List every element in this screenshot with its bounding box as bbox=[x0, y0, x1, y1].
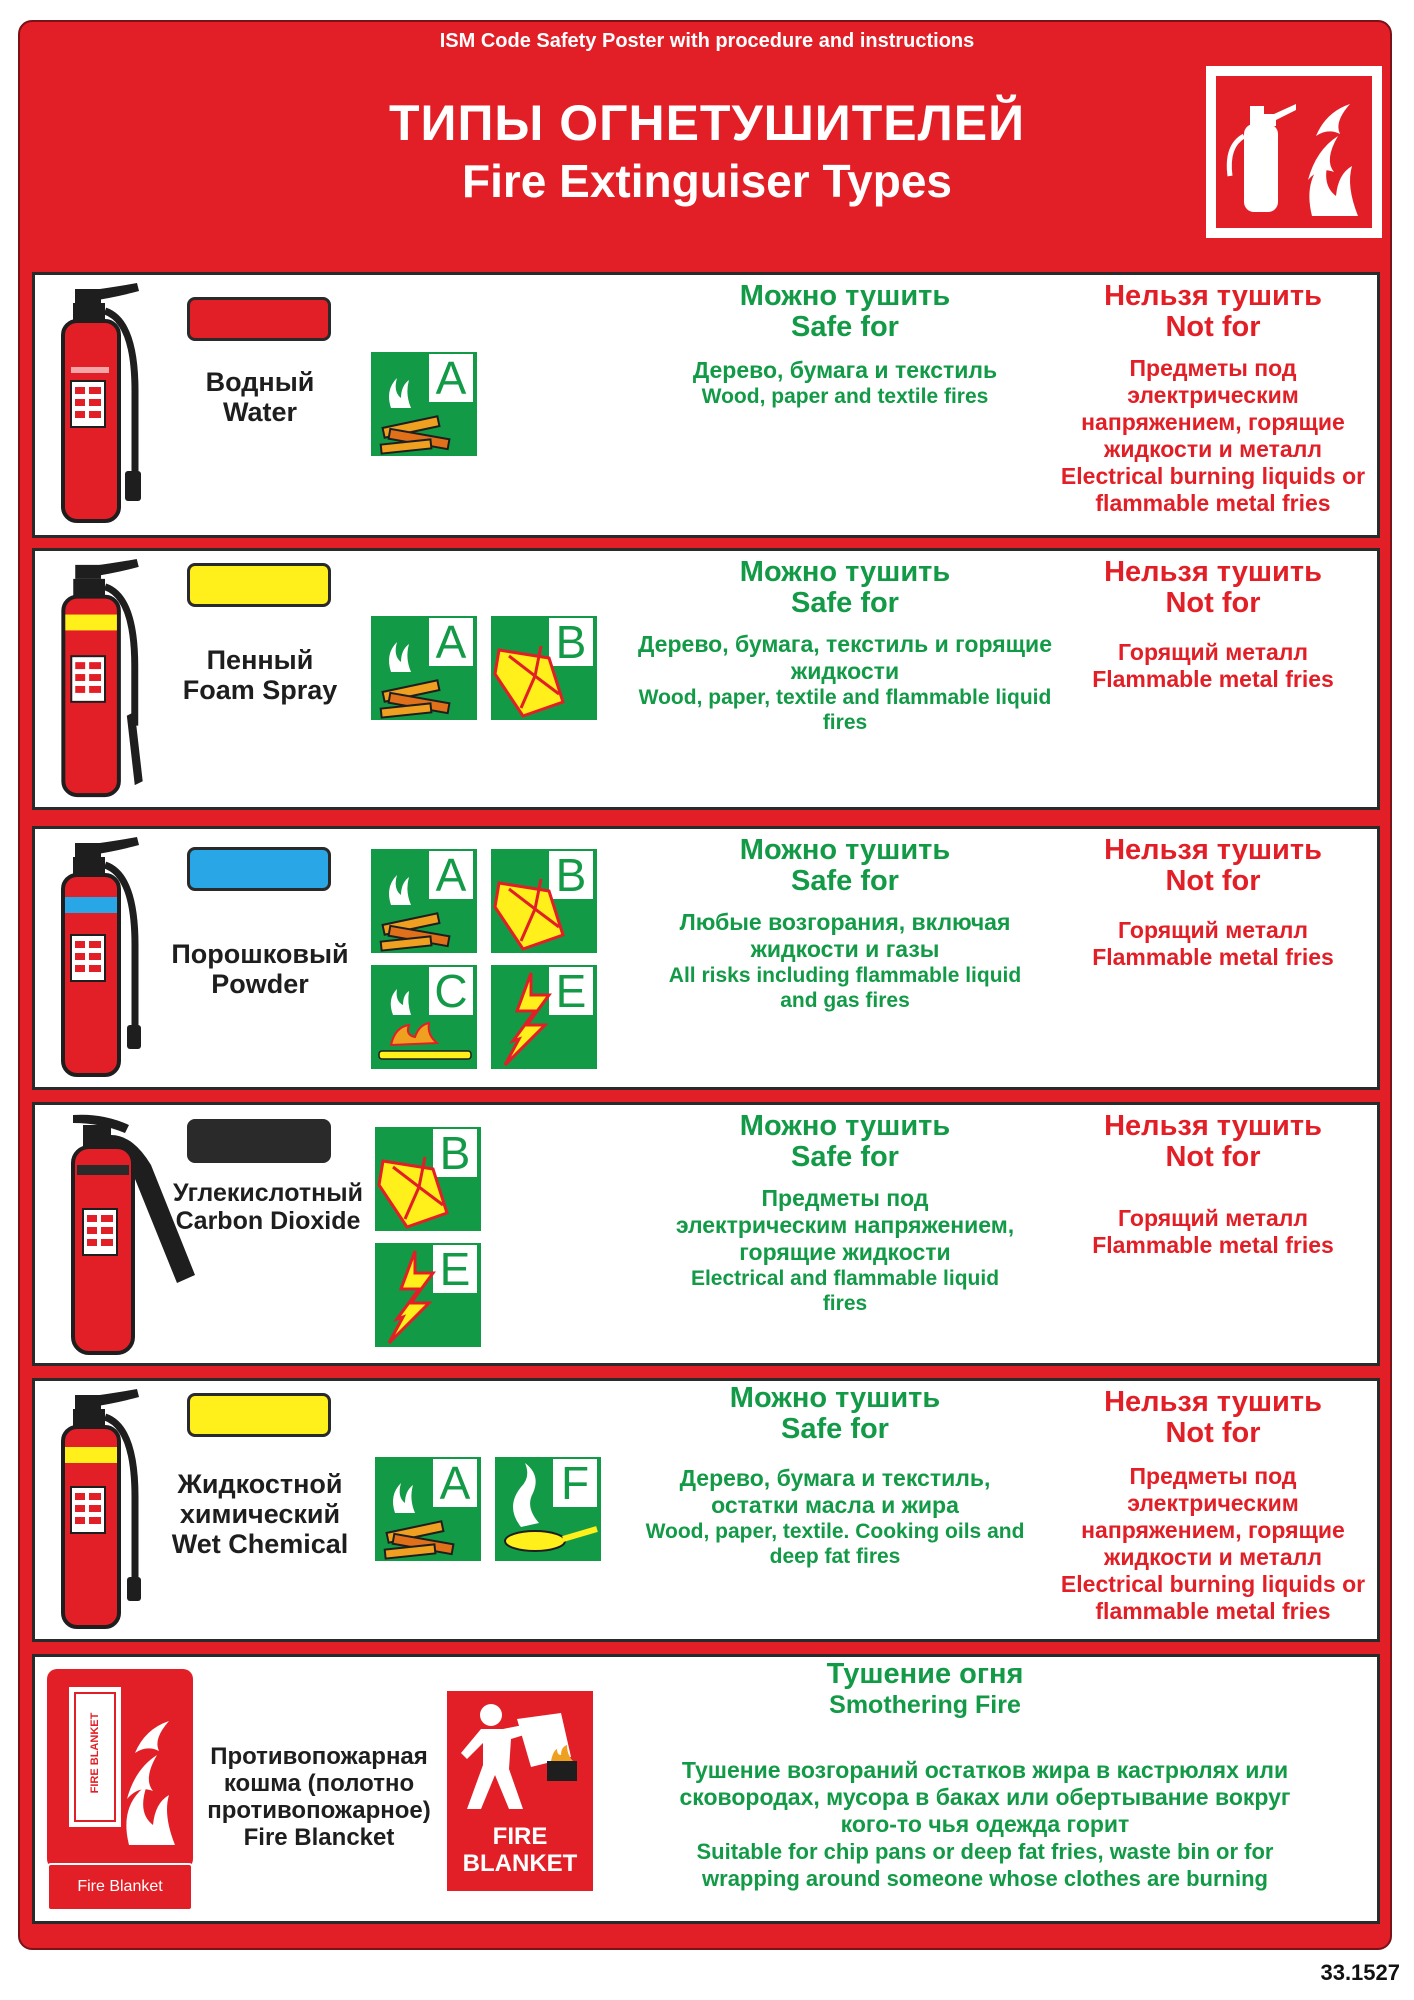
smothering-fire-heading-english: Smothering Fire bbox=[829, 1691, 1021, 1719]
wet-chemical-extinguisher-icon bbox=[45, 1387, 165, 1637]
safe-for-heading bbox=[635, 557, 1055, 619]
safe-for-text bbox=[635, 1465, 1035, 1569]
color-code-bar bbox=[187, 1393, 331, 1437]
fire-blanket-box-inner-label: FIRE BLANKET bbox=[89, 1712, 101, 1794]
not-for-text-english: Flammable metal fries bbox=[1092, 1232, 1334, 1258]
safe-for-text bbox=[635, 631, 1055, 735]
not-for-heading-russian: Нельзя тушить bbox=[1104, 834, 1322, 866]
fire-class-a-icon bbox=[371, 849, 477, 953]
safe-for-heading-russian: Можно тушить bbox=[729, 1382, 941, 1414]
not-for-heading bbox=[1053, 1111, 1373, 1173]
not-for-heading-english: Not for bbox=[1165, 1417, 1261, 1449]
safe-for-text-english: Wood, paper, textile. Cooking oils and deep fat fires bbox=[645, 1520, 1025, 1568]
not-for-heading bbox=[1053, 557, 1373, 619]
type-name-english: Carbon Dioxide bbox=[175, 1207, 361, 1235]
not-for-heading-russian: Нельзя тушить bbox=[1104, 556, 1322, 588]
fire-blanket-name bbox=[199, 1743, 439, 1851]
smothering-fire-text-russian: Тушение возгораний остатков жира в кастрюлях или сковородах, мусора в баках или обертывание вокруг кого-то чья одежда горит bbox=[679, 1757, 1291, 1837]
water-extinguisher-icon bbox=[45, 281, 165, 531]
not-for-text-english: Electrical burning liquids or flammable metal fries bbox=[1060, 463, 1366, 516]
safe-for-heading-english: Safe for bbox=[791, 1141, 899, 1173]
smothering-fire-text bbox=[675, 1757, 1295, 1892]
safe-for-heading-english: Safe for bbox=[791, 865, 899, 897]
type-name-russian: Углекислотный bbox=[173, 1179, 363, 1207]
not-for-heading-english: Not for bbox=[1165, 587, 1261, 619]
svg-text:B: B bbox=[555, 616, 587, 668]
smothering-fire-text-english: Suitable for chip pans or deep fat fries, waste bin or for wrapping around someone whose clothes are burning bbox=[696, 1839, 1274, 1891]
safe-for-heading bbox=[635, 281, 1055, 343]
type-name-english: Water bbox=[222, 397, 297, 427]
type-name bbox=[167, 645, 353, 705]
safe-for-text-russian: Дерево, бумага и текстиль, остатки масла и жира bbox=[679, 1465, 991, 1518]
not-for-heading-english: Not for bbox=[1165, 1141, 1261, 1173]
not-for-text bbox=[1053, 355, 1373, 517]
svg-text:A: A bbox=[439, 1457, 471, 1509]
color-code-bar bbox=[187, 563, 331, 607]
not-for-text bbox=[1053, 1205, 1373, 1259]
type-name bbox=[167, 367, 353, 427]
svg-text:B: B bbox=[555, 849, 587, 901]
color-code-bar bbox=[187, 847, 331, 891]
safe-for-text-english: Wood, paper and textile fires bbox=[701, 385, 989, 408]
type-name-english: Wet Chemical bbox=[171, 1529, 349, 1559]
fire-class-c-icon bbox=[371, 965, 477, 1069]
safe-for-heading-russian: Можно тушить bbox=[739, 280, 951, 312]
safe-for-heading-english: Safe for bbox=[781, 1413, 889, 1445]
not-for-text-russian: Предметы под электрическим напряжением, горящие жидкости и металл bbox=[1081, 1463, 1345, 1570]
type-name bbox=[163, 1469, 357, 1559]
not-for-text bbox=[1053, 639, 1373, 693]
not-for-text-russian: Горящий металл bbox=[1118, 917, 1308, 943]
smothering-fire-heading-russian: Тушение огня bbox=[826, 1658, 1024, 1690]
not-for-text-english: Flammable metal fries bbox=[1092, 944, 1334, 970]
fire-extinguisher-sign-icon bbox=[1206, 66, 1382, 238]
not-for-heading-english: Not for bbox=[1165, 865, 1261, 897]
fire-class-b-icon bbox=[491, 616, 597, 720]
type-name bbox=[165, 939, 355, 999]
safe-for-heading-russian: Можно тушить bbox=[739, 834, 951, 866]
safe-for-heading bbox=[625, 1383, 1045, 1445]
type-name bbox=[163, 1179, 373, 1235]
svg-text:A: A bbox=[435, 352, 467, 404]
carbon-dioxide-extinguisher-icon bbox=[43, 1111, 203, 1361]
safe-for-text bbox=[675, 1185, 1015, 1316]
fire-class-e-icon bbox=[491, 965, 597, 1069]
safe-for-heading-english: Safe for bbox=[791, 311, 899, 343]
not-for-heading bbox=[1053, 1387, 1373, 1449]
not-for-heading bbox=[1053, 281, 1373, 343]
not-for-text-russian: Горящий металл bbox=[1118, 639, 1308, 665]
not-for-text-english: Electrical burning liquids or flammable metal fries bbox=[1060, 1571, 1366, 1624]
smothering-fire-heading bbox=[725, 1659, 1125, 1721]
safe-for-heading bbox=[635, 835, 1055, 897]
poster-caption: ISM Code Safety Poster with procedure and instructions bbox=[439, 30, 975, 52]
svg-text:E: E bbox=[439, 1243, 471, 1295]
svg-text:C: C bbox=[434, 965, 468, 1017]
fire-blanket-name-russian: Противопожарная кошма (полотно противопожарное) bbox=[207, 1743, 431, 1824]
safe-for-heading-russian: Можно тушить bbox=[739, 1110, 951, 1142]
fire-class-a-icon bbox=[375, 1457, 481, 1561]
fire-blanket-panel bbox=[32, 1654, 1380, 1924]
extinguisher-panel-powder bbox=[32, 826, 1380, 1090]
fire-blanket-sign bbox=[447, 1691, 593, 1891]
fire-blanket-box-label: Fire Blanket bbox=[47, 1863, 193, 1911]
document-code: 33.1527 bbox=[1320, 1960, 1400, 1985]
safe-for-text bbox=[635, 357, 1055, 409]
extinguisher-panel-wet-chemical bbox=[32, 1378, 1380, 1642]
safe-for-text-russian: Предметы под электрическим напряжением, горящие жидкости bbox=[675, 1185, 1015, 1265]
not-for-text bbox=[1053, 917, 1373, 971]
not-for-text-russian: Горящий металл bbox=[1118, 1205, 1308, 1231]
safe-for-text bbox=[655, 909, 1035, 1013]
not-for-heading bbox=[1053, 835, 1373, 897]
not-for-text-russian: Предметы под электрическим напряжением, горящие жидкости и металл bbox=[1081, 355, 1345, 462]
poster bbox=[18, 20, 1392, 1950]
safe-for-text-russian: Дерево, бумага, текстиль и горящие жидкости bbox=[638, 631, 1052, 684]
not-for-text-english: Flammable metal fries bbox=[1092, 666, 1334, 692]
not-for-heading-russian: Нельзя тушить bbox=[1104, 1110, 1322, 1142]
not-for-heading-russian: Нельзя тушить bbox=[1104, 280, 1322, 312]
type-name-russian: Жидкостной химический bbox=[177, 1469, 343, 1529]
type-name-russian: Порошковый bbox=[171, 939, 349, 969]
fire-blanket-box-icon bbox=[47, 1669, 193, 1869]
extinguisher-panel-foam bbox=[32, 548, 1380, 810]
color-code-bar bbox=[187, 297, 331, 341]
safe-for-text-english: Wood, paper, textile and flammable liquid fires bbox=[638, 686, 1052, 734]
extinguisher-panel-water bbox=[32, 272, 1380, 538]
safe-for-text-english: Electrical and flammable liquid fires bbox=[690, 1267, 1000, 1315]
svg-text:A: A bbox=[435, 616, 467, 668]
type-name-english: Foam Spray bbox=[182, 675, 338, 705]
type-name-russian: Водный bbox=[205, 367, 315, 397]
fire-class-f-icon bbox=[495, 1457, 601, 1561]
safe-for-heading-russian: Можно тушить bbox=[739, 556, 951, 588]
safe-for-text-russian: Дерево, бумага и текстиль bbox=[692, 357, 998, 383]
title-english: Fire Extinguiser Types bbox=[462, 155, 952, 207]
type-name-russian: Пенный bbox=[206, 645, 314, 675]
svg-text:E: E bbox=[555, 965, 587, 1017]
powder-extinguisher-icon bbox=[45, 835, 165, 1085]
title-russian: ТИПЫ ОГНЕТУШИТЕЛЕЙ bbox=[388, 95, 1026, 151]
fire-blanket-name-english: Fire Blancket bbox=[243, 1824, 395, 1851]
not-for-text bbox=[1053, 1463, 1373, 1625]
extinguisher-panel-carbon-dioxide bbox=[32, 1102, 1380, 1366]
fire-class-e-icon bbox=[375, 1243, 481, 1347]
not-for-heading-russian: Нельзя тушить bbox=[1104, 1386, 1322, 1418]
safe-for-text-english: All risks including flammable liquid and gas fires bbox=[668, 964, 1022, 1012]
fire-class-a-icon bbox=[371, 352, 477, 456]
fire-class-b-icon bbox=[491, 849, 597, 953]
not-for-heading-english: Not for bbox=[1165, 311, 1261, 343]
fire-blanket-sign-text: FIRE BLANKET bbox=[462, 1823, 578, 1877]
svg-text:A: A bbox=[435, 849, 467, 901]
svg-text:B: B bbox=[439, 1127, 471, 1179]
fire-class-b-icon bbox=[375, 1127, 481, 1231]
fire-class-a-icon bbox=[371, 616, 477, 720]
svg-text:F: F bbox=[560, 1457, 590, 1509]
safe-for-heading bbox=[635, 1111, 1055, 1173]
color-code-bar bbox=[187, 1119, 331, 1163]
foam-extinguisher-icon bbox=[45, 557, 165, 805]
type-name-english: Powder bbox=[211, 969, 309, 999]
safe-for-heading-english: Safe for bbox=[791, 587, 899, 619]
safe-for-text-russian: Любые возгорания, включая жидкости и газы bbox=[679, 909, 1011, 962]
person-with-blanket-icon bbox=[447, 1691, 593, 1821]
